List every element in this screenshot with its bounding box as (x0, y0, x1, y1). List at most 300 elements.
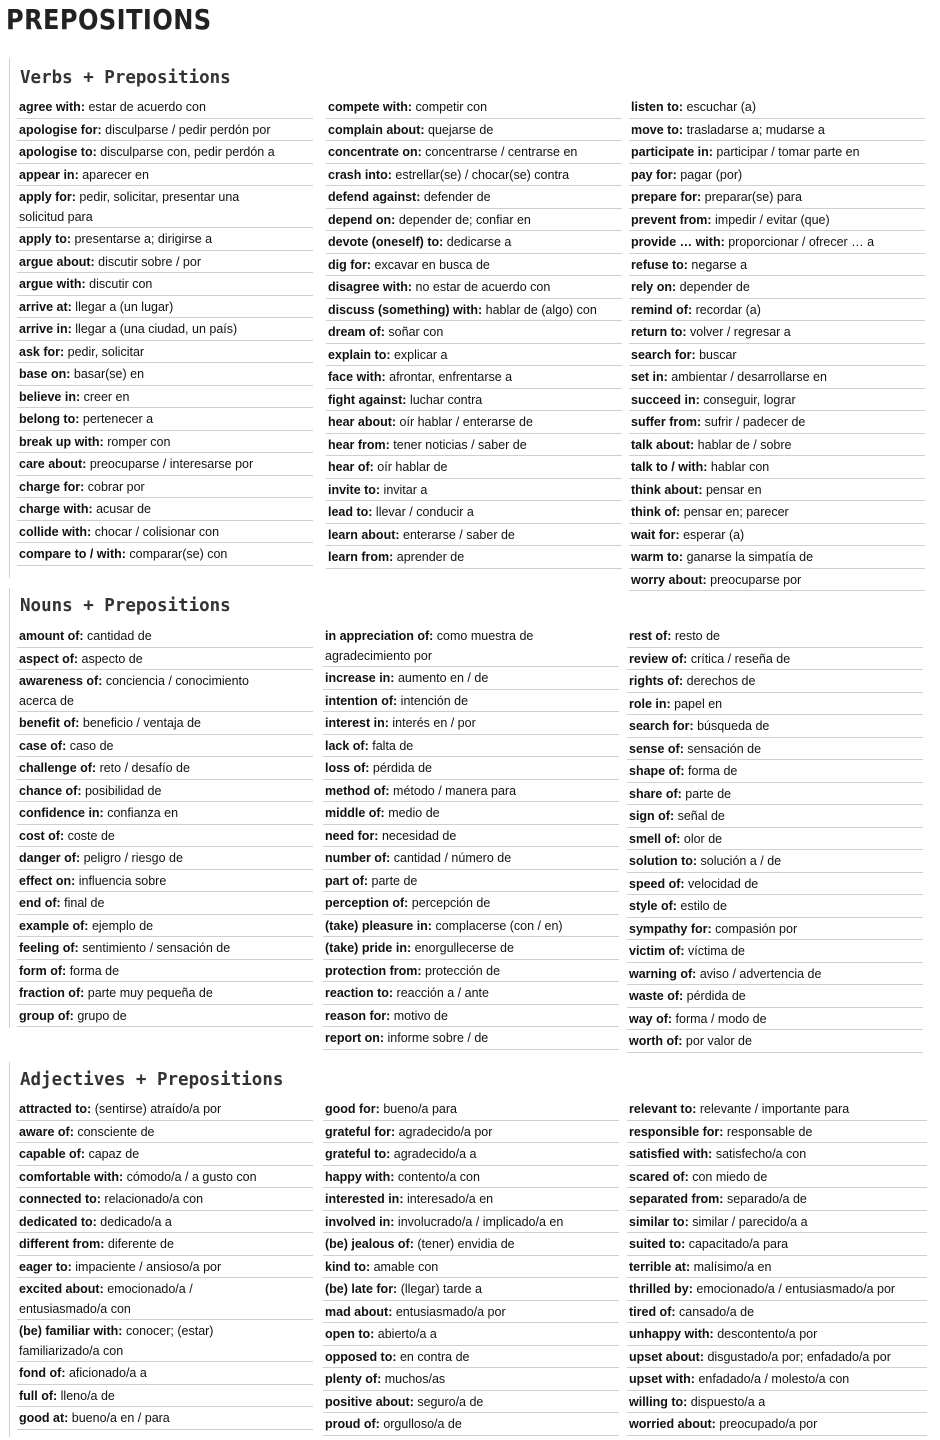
term: victim of: (629, 943, 685, 958)
definition: involucrado/a / implicado/a en (394, 1213, 564, 1229)
list-item (323, 1278, 619, 1301)
term: sense of: (629, 740, 684, 756)
term: intention of: (325, 692, 398, 708)
term: effect on: (19, 872, 76, 888)
list-item (17, 625, 313, 648)
definition: ganarse la simpatía de (683, 549, 814, 564)
definition: no estar de acuerdo con (412, 279, 551, 294)
list-item (323, 625, 619, 667)
definition: sensación de (683, 740, 762, 756)
term: involved in: (325, 1213, 395, 1229)
list-item (629, 456, 925, 479)
definition: compasión por (711, 920, 798, 936)
definition: acusar de (92, 501, 151, 516)
definition: relevante / importante para (696, 1101, 850, 1116)
definition: recordar (a) (692, 301, 761, 317)
list-item (326, 254, 622, 277)
definition: lleno/a de (57, 1387, 115, 1403)
list-item (627, 873, 923, 896)
term: agree with: (19, 99, 85, 114)
list-item (17, 1121, 313, 1144)
list-item (17, 1407, 313, 1430)
definition: grupo de (73, 1007, 127, 1023)
definition: interés en / por (388, 715, 476, 730)
definition: hablar de (algo) con (482, 301, 597, 317)
definition: pensar en (702, 481, 762, 497)
term: fraction of: (19, 985, 85, 1000)
definition: caso de (66, 737, 114, 753)
section-divider (9, 1062, 10, 1437)
term: benefit of: (19, 715, 80, 730)
definition: emocionado/a / entusiasmado/a por (692, 1281, 896, 1296)
list-item (627, 985, 923, 1008)
list-item (17, 802, 313, 825)
term: increase in: (325, 670, 395, 685)
term: excited about: (19, 1281, 104, 1296)
term: refuse to: (631, 256, 688, 272)
definition: cobrar por (84, 478, 145, 494)
list-item (323, 1368, 619, 1391)
list-item (326, 209, 622, 232)
list-item (323, 802, 619, 825)
definition: dedicado/a a (96, 1213, 172, 1229)
list-item (323, 1323, 619, 1346)
section-divider (9, 588, 10, 1028)
list-item (17, 521, 313, 544)
definition: interesado/a en (403, 1191, 494, 1206)
definition: aumento en / de (394, 670, 489, 685)
term: end of: (19, 895, 61, 910)
term: hear of: (328, 459, 374, 474)
term: apologise for: (19, 121, 102, 137)
term: awareness of: (19, 673, 103, 688)
list-item (326, 119, 622, 142)
definition: forma / modo de (672, 1010, 767, 1026)
definition: buscar (695, 346, 737, 362)
list-item (627, 1098, 927, 1121)
term: proud of: (325, 1416, 380, 1431)
definition: capacitado/a para (685, 1236, 789, 1251)
list-item (629, 299, 925, 322)
definition: intención de (397, 692, 469, 708)
definition: excavar en busca de (371, 256, 490, 272)
entry-column (17, 96, 313, 566)
definition: disculparse con, pedir perdón a (96, 144, 275, 159)
term: fond of: (19, 1365, 66, 1380)
term: loss of: (325, 760, 370, 775)
definition: seguro/a de (413, 1393, 484, 1409)
term: opposed to: (325, 1348, 397, 1364)
term: in appreciation of: (325, 628, 434, 643)
list-item (629, 501, 925, 524)
definition: olor de (680, 830, 723, 846)
term: good for: (325, 1101, 380, 1116)
definition: complacerse (con / en) (431, 917, 563, 933)
list-item (629, 569, 925, 592)
list-item (326, 501, 622, 524)
term: (be) late for: (325, 1281, 398, 1296)
definition: oír hablar / enterarse de (396, 414, 533, 429)
list-item (323, 1413, 619, 1436)
list-item (323, 1027, 619, 1050)
list-item (17, 186, 313, 228)
list-item (17, 960, 313, 983)
term: comfortable with: (19, 1168, 124, 1184)
list-item (627, 760, 923, 783)
list-item (627, 1121, 927, 1144)
term: role in: (629, 695, 671, 711)
term: eager to: (19, 1258, 72, 1274)
term: apologise to: (19, 144, 97, 159)
list-item (323, 825, 619, 848)
term: shape of: (629, 763, 685, 778)
definition: defender de (420, 189, 491, 204)
definition: chocar / colisionar con (91, 523, 220, 539)
definition: descontento/a por (713, 1326, 818, 1341)
term: unhappy with: (629, 1326, 714, 1341)
definition: impaciente / ansioso/a por (71, 1258, 222, 1274)
list-item (629, 209, 925, 232)
definition: peligro / riesgo de (80, 850, 183, 865)
definition: preocupado/a por (715, 1416, 818, 1431)
term: part of: (325, 872, 369, 888)
list-item (17, 273, 313, 296)
section-title: Verbs + Prepositions (20, 68, 231, 88)
definition: aparecer en (78, 166, 149, 182)
definition: falta de (368, 737, 414, 753)
term: solution to: (629, 853, 698, 868)
definition: cómodo/a / a gusto con (123, 1168, 257, 1184)
term: argue with: (19, 276, 86, 291)
list-item (17, 735, 313, 758)
term: dream of: (328, 324, 385, 339)
definition: coste de (64, 827, 115, 843)
term: explain to: (328, 346, 391, 362)
term: plenty of: (325, 1371, 382, 1386)
definition: negarse a (687, 256, 748, 272)
term: invite to: (328, 481, 381, 497)
definition: estilo de (676, 898, 727, 913)
list-item (326, 479, 622, 502)
definition: quejarse de (424, 121, 494, 137)
list-item (629, 186, 925, 209)
term: happy with: (325, 1168, 395, 1184)
definition: luchar contra (406, 391, 483, 407)
list-item (326, 366, 622, 389)
definition: separado/a de (723, 1191, 807, 1206)
list-item (627, 625, 923, 648)
term: warning of: (629, 965, 697, 981)
term: upset with: (629, 1371, 695, 1386)
definition: parte de (368, 872, 418, 888)
list-item (627, 895, 923, 918)
list-item (627, 1211, 927, 1234)
definition: cantidad de (83, 628, 152, 643)
term: search for: (629, 718, 694, 733)
list-item (627, 1278, 927, 1301)
list-item (627, 1413, 927, 1436)
list-item (326, 231, 622, 254)
list-item (17, 1320, 313, 1362)
list-item (629, 231, 925, 254)
definition: (tener) envidia de (413, 1236, 515, 1251)
definition: romper con (103, 433, 171, 449)
list-item (17, 141, 313, 164)
term: break up with: (19, 433, 104, 449)
definition: protección de (421, 962, 501, 978)
term: base on: (19, 366, 71, 381)
definition: similar / parecido/a a (688, 1213, 808, 1229)
term: connected to: (19, 1191, 101, 1206)
entry-column (326, 96, 622, 569)
term: danger of: (19, 850, 81, 865)
list-item (323, 712, 619, 735)
list-item (326, 321, 622, 344)
definition: confianza en (103, 805, 179, 820)
list-item (17, 453, 313, 476)
term: hear about: (328, 414, 397, 429)
term: grateful to: (325, 1146, 391, 1161)
term: set in: (631, 369, 668, 384)
term: prepare for: (631, 189, 702, 204)
term: form of: (19, 962, 67, 978)
term: wait for: (631, 526, 680, 542)
entry-column (629, 96, 925, 591)
definition: ambientar / desarrollarse en (667, 369, 827, 384)
list-item (323, 870, 619, 893)
definition: ejemplo de (88, 917, 154, 933)
term: argue about: (19, 253, 95, 269)
definition: dedicarse a (443, 234, 512, 249)
term: way of: (629, 1010, 673, 1026)
definition: proporcionar / ofrecer … a (724, 234, 875, 249)
list-item (323, 1233, 619, 1256)
list-item (627, 963, 923, 986)
term: search for: (631, 346, 696, 362)
list-item (627, 828, 923, 851)
term: (take) pleasure in: (325, 917, 432, 933)
entry-column (627, 625, 923, 1053)
definition: con miedo de (688, 1168, 768, 1184)
list-item (17, 870, 313, 893)
list-item (323, 1346, 619, 1369)
term: relevant to: (629, 1101, 697, 1116)
definition: percepción de (408, 895, 491, 910)
list-item (629, 546, 925, 569)
list-item (629, 479, 925, 502)
list-item (627, 693, 923, 716)
definition: capaz de (84, 1146, 140, 1161)
section-title: Nouns + Prepositions (20, 596, 231, 616)
term: cost of: (19, 827, 65, 843)
term: terrible at: (629, 1258, 691, 1274)
definition: resto de (671, 628, 721, 643)
definition: estrellar(se) / chocar(se) contra (391, 166, 570, 182)
list-item (627, 738, 923, 761)
term: think about: (631, 481, 703, 497)
term: remind of: (631, 301, 693, 317)
entry-column (17, 1098, 313, 1430)
term: example of: (19, 917, 89, 933)
list-item (17, 1005, 313, 1028)
definition: cansado/a de (675, 1303, 755, 1319)
term: full of: (19, 1387, 58, 1403)
list-item (629, 321, 925, 344)
definition: preocuparse / interesarse por (86, 456, 254, 471)
entry-column (323, 1098, 619, 1436)
term: face with: (328, 369, 386, 384)
list-item (17, 96, 313, 119)
term: sympathy for: (629, 920, 712, 936)
definition: por valor de (682, 1033, 752, 1048)
definition: creer en (80, 388, 130, 404)
definition: víctima de (684, 943, 746, 958)
term: disagree with: (328, 279, 413, 294)
definition: aprender de (393, 549, 465, 564)
definition: bueno/a en / para (68, 1410, 170, 1425)
term: apply to: (19, 231, 72, 246)
definition: sentimiento / sensación de (78, 940, 231, 955)
definition: pagar (por) (676, 166, 743, 182)
term: confidence in: (19, 805, 104, 820)
term: learn about: (328, 526, 400, 542)
term: worried about: (629, 1416, 716, 1431)
term: dig for: (328, 256, 372, 272)
definition: consciente de (73, 1123, 155, 1139)
definition: enterarse / saber de (399, 526, 515, 542)
definition: llegar a (una ciudad, un país) (71, 321, 238, 336)
definition: papel en (670, 695, 723, 711)
term: thrilled by: (629, 1281, 693, 1296)
term: smell of: (629, 830, 681, 846)
term: responsible for: (629, 1123, 724, 1139)
term: different from: (19, 1236, 105, 1251)
term: scared of: (629, 1168, 689, 1184)
list-item (323, 847, 619, 870)
definition: tener noticias / saber de (389, 436, 527, 452)
term: reason for: (325, 1007, 391, 1023)
list-item (326, 299, 622, 322)
definition: orgulloso/a de (379, 1416, 462, 1431)
definition: pertenecer a (79, 411, 154, 426)
definition: pedir, solicitar, presentar una solicitud para (19, 189, 240, 224)
term: talk about: (631, 436, 695, 452)
term: think of: (631, 504, 681, 519)
term: protection from: (325, 962, 422, 978)
list-item (17, 757, 313, 780)
definition: muchos/as (381, 1371, 446, 1386)
term: discuss (something) with: (328, 301, 483, 317)
list-item (17, 363, 313, 386)
term: lack of: (325, 737, 369, 753)
list-item (17, 1143, 313, 1166)
definition: conseguir, lograr (699, 391, 796, 407)
term: amount of: (19, 628, 84, 643)
list-item (627, 1323, 927, 1346)
term: listen to: (631, 99, 684, 114)
term: waste of: (629, 988, 684, 1003)
list-item (17, 1188, 313, 1211)
definition: malísimo/a en (690, 1258, 772, 1274)
definition: pérdida de (683, 988, 746, 1003)
term: charge with: (19, 501, 93, 516)
term: concentrate on: (328, 144, 422, 159)
definition: basar(se) en (70, 366, 145, 381)
list-item (17, 386, 313, 409)
list-item (17, 1385, 313, 1408)
list-item (17, 1211, 313, 1234)
list-item (17, 476, 313, 499)
list-item (323, 1301, 619, 1324)
list-item (627, 1166, 927, 1189)
definition: afrontar, enfrentarse a (385, 369, 513, 384)
list-item (629, 366, 925, 389)
definition: beneficio / ventaja de (79, 715, 202, 730)
definition: trasladarse a; mudarse a (683, 121, 825, 137)
list-item (17, 119, 313, 142)
term: defend against: (328, 189, 421, 204)
list-item (627, 1030, 923, 1053)
definition: reacción a / ante (393, 985, 489, 1000)
definition: conocer; (estar) familiarizado/a con (19, 1323, 214, 1358)
definition: derechos de (683, 673, 756, 688)
definition: (llegar) tarde a (397, 1281, 482, 1296)
definition: necesidad de (378, 827, 457, 843)
list-item (17, 498, 313, 521)
list-item (627, 940, 923, 963)
term: aspect of: (19, 650, 79, 666)
list-item (627, 1391, 927, 1414)
term: suited to: (629, 1236, 686, 1251)
term: talk to / with: (631, 459, 708, 474)
list-item (326, 141, 622, 164)
list-item (323, 960, 619, 983)
definition: oír hablar de (373, 459, 448, 474)
definition: solución a / de (697, 853, 782, 868)
term: provide … with: (631, 234, 725, 249)
list-item (627, 1256, 927, 1279)
term: aware of: (19, 1123, 74, 1139)
definition: disgustado/a por; enfadado/a por (703, 1348, 891, 1364)
definition: preocuparse por (706, 571, 802, 587)
term: rely on: (631, 279, 677, 294)
list-item (17, 431, 313, 454)
term: attracted to: (19, 1101, 92, 1116)
list-item (326, 456, 622, 479)
list-item (629, 254, 925, 277)
definition: diferente de (104, 1236, 174, 1251)
term: kind to: (325, 1258, 371, 1274)
list-item (17, 847, 313, 870)
section-title: Adjectives + Prepositions (20, 1070, 284, 1090)
definition: parte muy pequeña de (84, 985, 213, 1000)
term: upset about: (629, 1348, 704, 1364)
definition: forma de (684, 763, 738, 778)
term: apply for: (19, 189, 76, 204)
definition: responsable de (723, 1123, 813, 1139)
term: feeling of: (19, 940, 79, 955)
list-item (17, 543, 313, 566)
term: chance of: (19, 782, 82, 798)
definition: emocionado/a / entusiasmado/a con (19, 1281, 193, 1316)
list-item (17, 296, 313, 319)
definition: contento/a con (394, 1168, 480, 1184)
term: worry about: (631, 571, 707, 587)
list-item (627, 670, 923, 693)
term: challenge of: (19, 760, 97, 775)
definition: llegar a (un lugar) (71, 298, 174, 314)
list-item (17, 1166, 313, 1189)
